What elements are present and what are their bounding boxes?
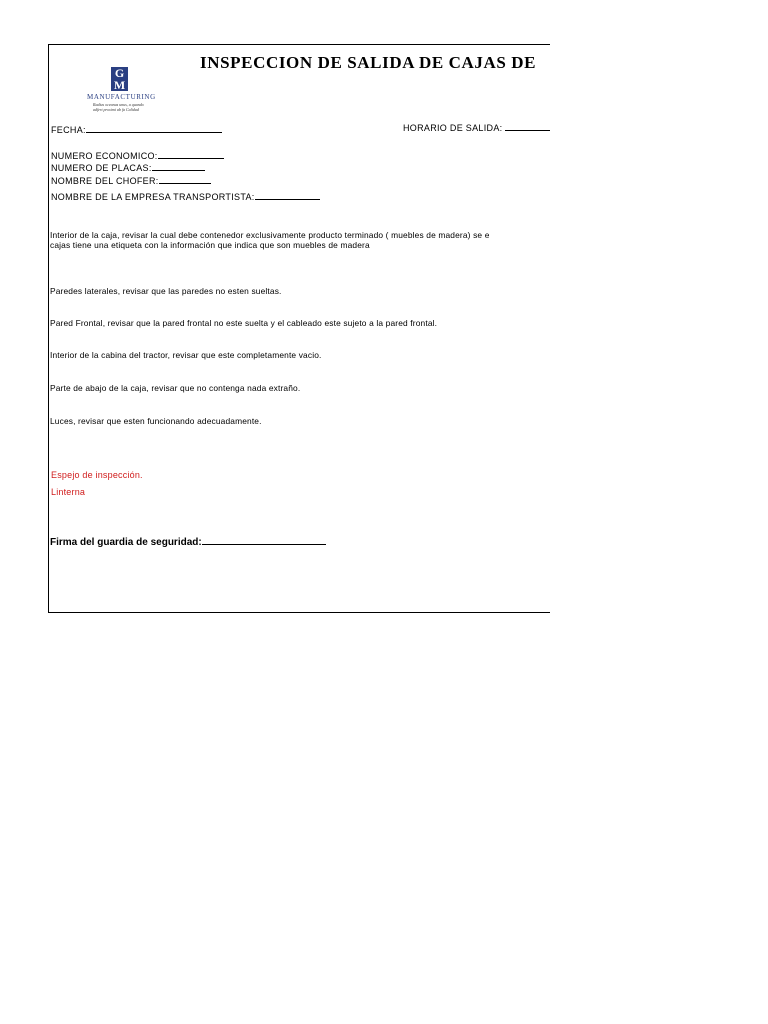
check-item-interior-caja: Interior de la caja, revisar la cual debe contenedor exclusivamente producto terminado ( muebles de madera) se e (50, 230, 490, 240)
logo-name: MANUFACTURING (87, 93, 156, 101)
fecha-field[interactable]: FECHA: (51, 124, 222, 135)
numero-economico-field[interactable]: NUMERO ECONOMICO: (51, 150, 224, 161)
horario-field[interactable]: HORARIO DE SALIDA: (403, 122, 550, 133)
document-title: INSPECCION DE SALIDA DE CAJAS DE (200, 53, 537, 72)
numero-placas-field[interactable]: NUMERO DE PLACAS: (51, 162, 205, 173)
check-item-parte-abajo: Parte de abajo de la caja, revisar que no contenga nada extraño. (50, 383, 301, 393)
nombre-chofer-field[interactable]: NOMBRE DEL CHOFER: (51, 175, 211, 186)
signature-line (202, 535, 326, 545)
signature-field[interactable]: Firma del guardia de seguridad: (50, 535, 326, 548)
tool-espejo: Espejo de inspección. (51, 470, 143, 480)
check-item-cabina-tractor: Interior de la cabina del tractor, revisar que este completamente vacio. (50, 350, 322, 360)
check-item-luces: Luces, revisar que esten funcionando adecuadamente. (50, 416, 262, 426)
check-item-interior-caja-cont: cajas tiene una etiqueta con la información que indica que son muebles de madera (50, 240, 370, 250)
empresa-field[interactable]: NOMBRE DE LA EMPRESA TRANSPORTISTA: (51, 191, 320, 202)
horario-line (505, 122, 550, 131)
logo-tagline: Radius oceanus unus, a quando adfert proximi ab fa Calidad (93, 102, 144, 112)
check-item-pared-frontal: Pared Frontal, revisar que la pared frontal no este suelta y el cableado este sujeto a la pared frontal. (50, 318, 438, 328)
inspection-sheet (48, 44, 550, 613)
logo-mark: G M (111, 67, 128, 91)
fecha-line (86, 124, 222, 133)
check-item-paredes-laterales: Paredes laterales, revisar que las paredes no esten sueltas. (50, 286, 282, 296)
tool-linterna: Linterna (51, 487, 86, 497)
